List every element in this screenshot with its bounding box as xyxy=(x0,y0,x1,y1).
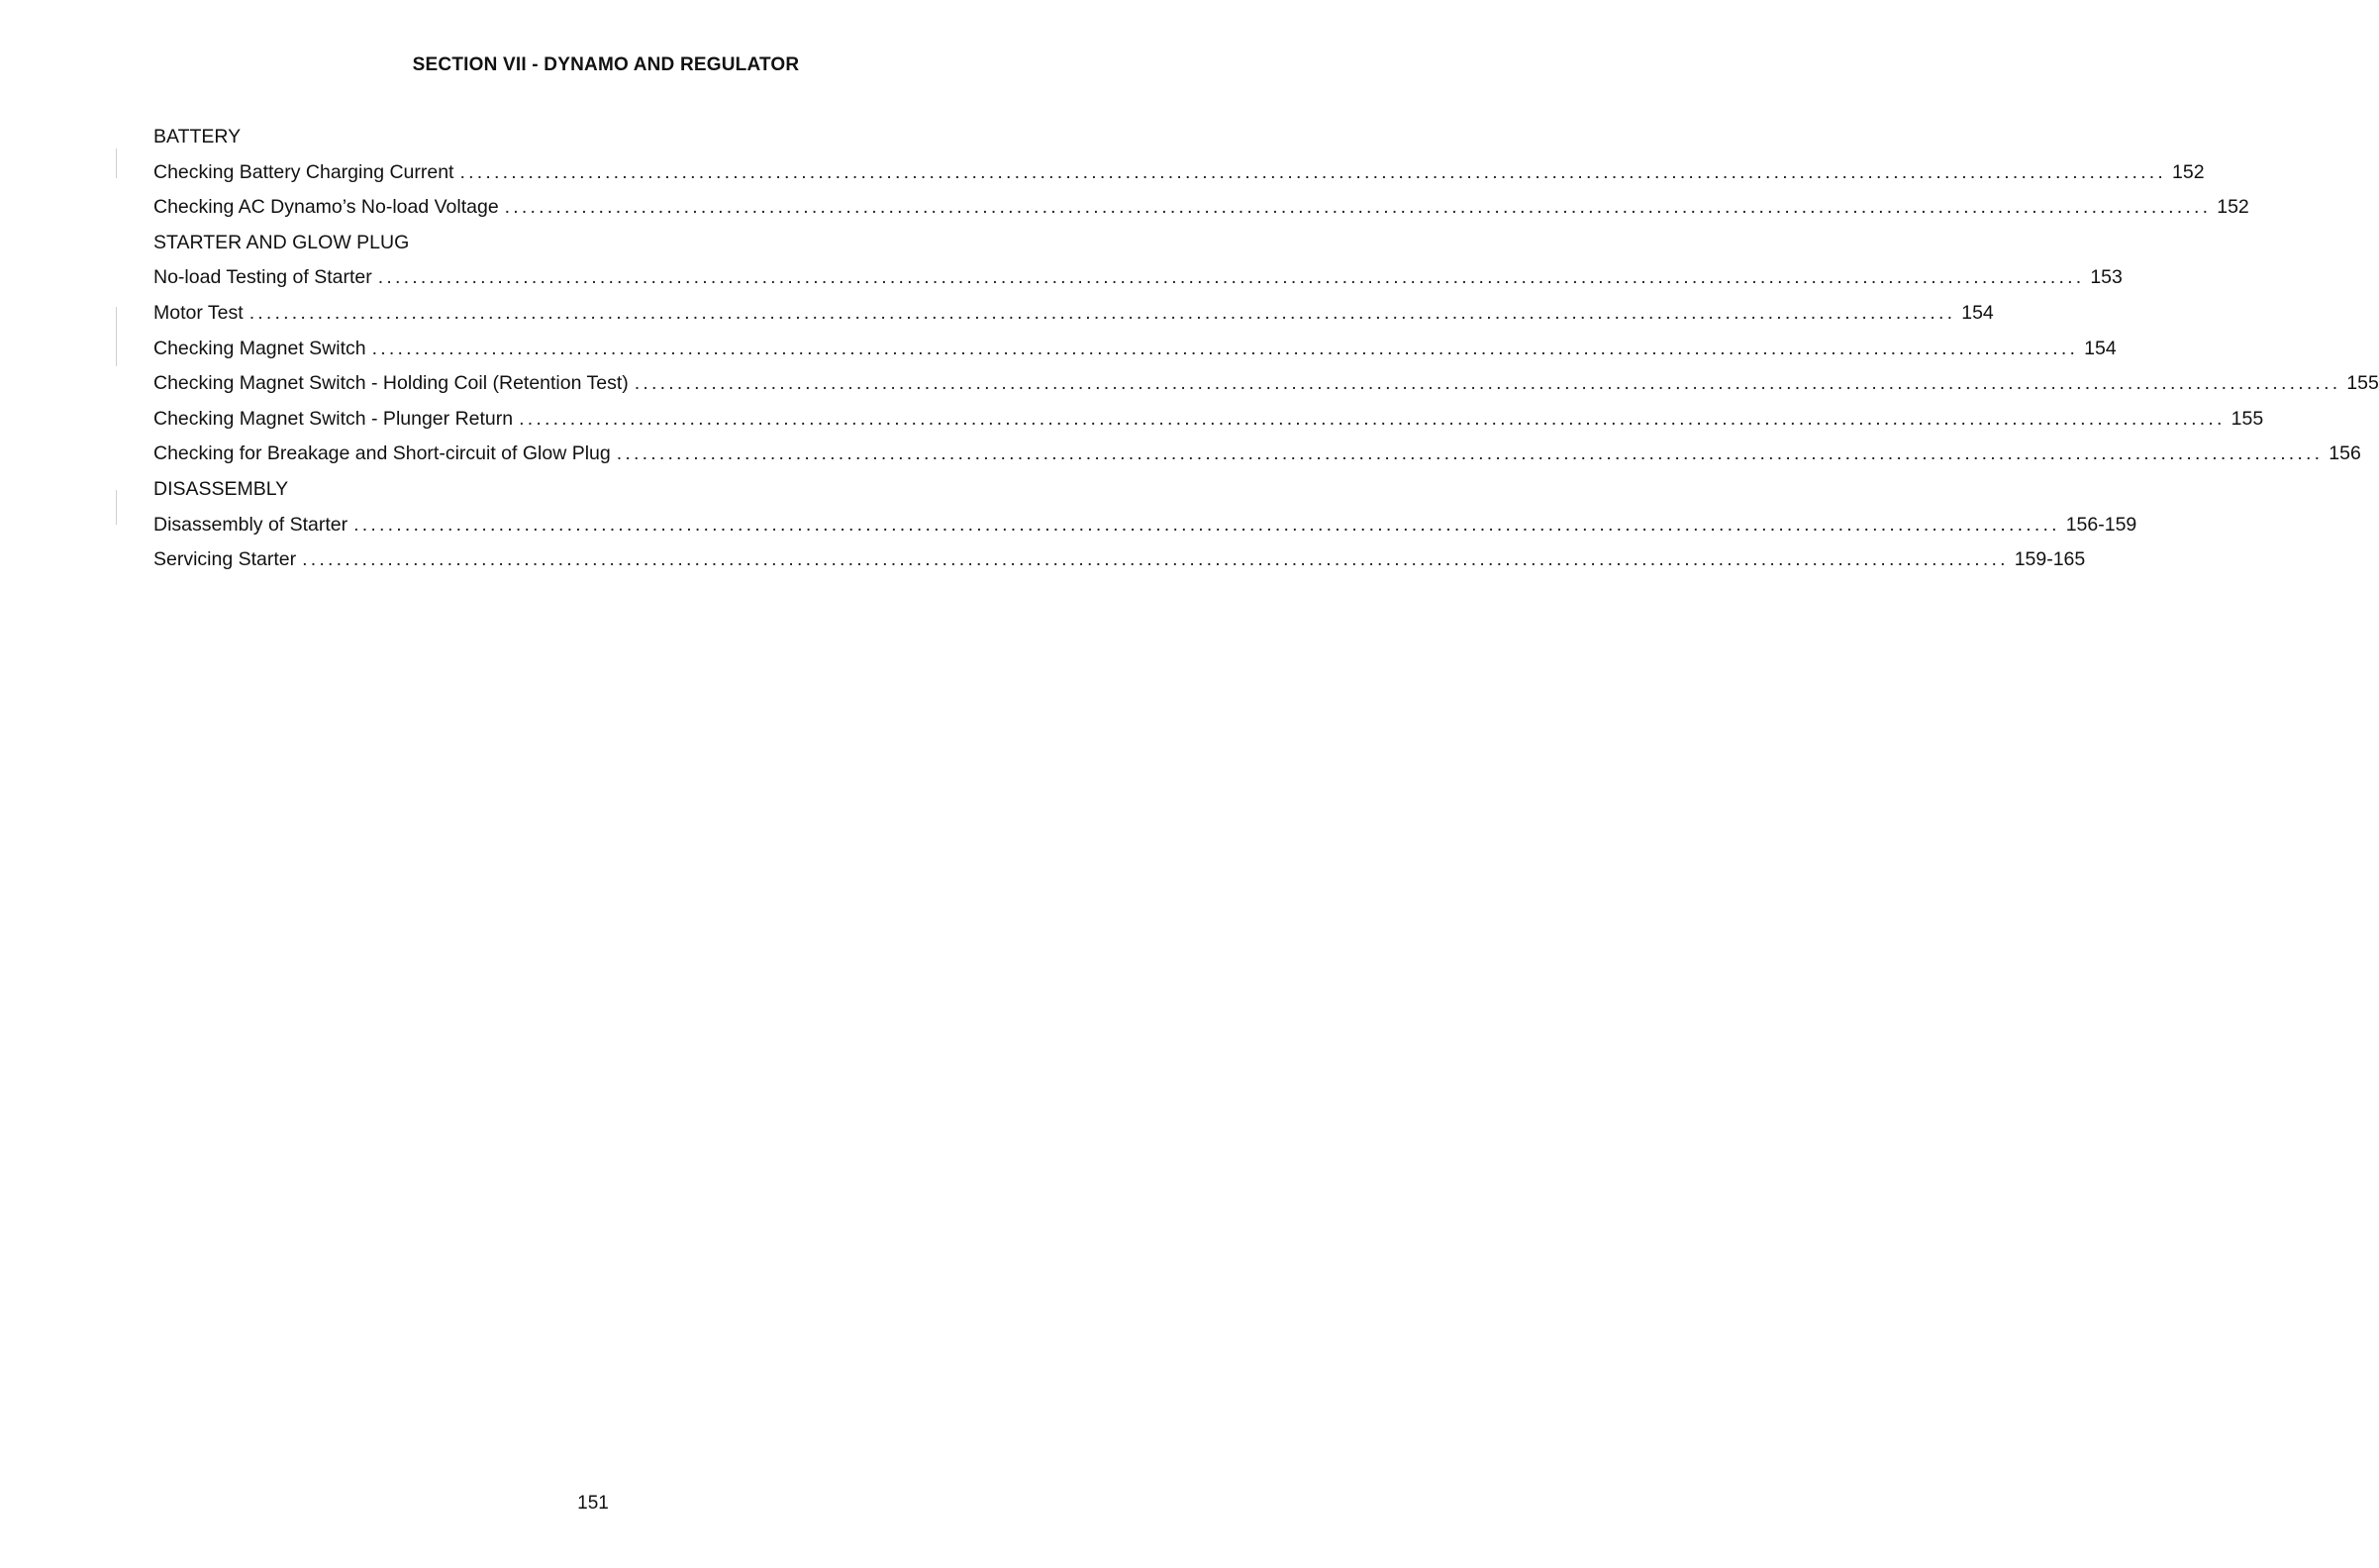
toc-entry xyxy=(153,508,2137,543)
toc-entry-label: Disassembly of Starter xyxy=(153,513,348,536)
toc-entry-label: Checking AC Dynamo’s No-load Voltage xyxy=(153,196,499,219)
page-number: 151 xyxy=(577,1493,609,1514)
scan-margin-mark xyxy=(116,307,117,366)
toc-entry xyxy=(153,437,2361,472)
dot-leader: ........................................................................................................................................................................................................ xyxy=(248,301,1956,324)
toc-entry-label: Motor Test xyxy=(153,301,244,324)
toc-entry-page: 152 xyxy=(2217,196,2249,219)
toc-entry-page: 154 xyxy=(1961,301,1994,324)
toc-entry xyxy=(153,542,2086,578)
toc-entry-label: Checking Battery Charging Current xyxy=(153,160,454,183)
toc-entry xyxy=(153,366,2379,402)
scan-margin-mark xyxy=(116,490,117,525)
scan-margin-mark xyxy=(116,148,117,178)
toc-heading-disassembly: DISASSEMBLY xyxy=(153,477,289,500)
dot-leader: ........................................................................................................................................................................................................ xyxy=(519,407,2226,430)
toc-entry-page: 156-159 xyxy=(2065,513,2137,536)
toc-entry xyxy=(153,190,2249,226)
toc-entry-page: 153 xyxy=(2090,266,2123,289)
toc-entry xyxy=(153,296,1994,332)
toc-entry xyxy=(153,332,2117,367)
toc-entry xyxy=(153,402,2264,438)
table-of-contents xyxy=(153,120,2379,578)
toc-entry-label: Checking for Breakage and Short-circuit of Glow Plug xyxy=(153,442,611,465)
section-title: SECTION VII - DYNAMO AND REGULATOR xyxy=(412,54,800,75)
toc-entry xyxy=(153,260,2123,296)
toc-entry-label: Checking Magnet Switch - Plunger Return xyxy=(153,407,514,430)
dot-leader: ........................................................................................................................................................................................................ xyxy=(504,196,2212,219)
toc-entry-page: 155 xyxy=(2230,407,2264,430)
toc-entry-label: No-load Testing of Starter xyxy=(153,266,372,289)
toc-entry-label: Checking Magnet Switch xyxy=(153,337,366,359)
toc-entry-page: 156 xyxy=(2329,442,2361,465)
dot-leader: ........................................................................................................................................................................................................ xyxy=(616,442,2324,465)
toc-entry-page: 155 xyxy=(2346,372,2379,395)
toc-entry-page: 152 xyxy=(2172,160,2205,183)
dot-leader: ........................................................................................................................................................................................................ xyxy=(353,513,2060,536)
dot-leader: ........................................................................................................................................................................................................ xyxy=(459,160,2167,183)
toc-entry-page: 159-165 xyxy=(2014,548,2086,571)
toc-entry-label: Servicing Starter xyxy=(153,548,297,571)
toc-entry-label: Checking Magnet Switch - Holding Coil (Retention Test) xyxy=(153,372,629,395)
toc-entry-page: 154 xyxy=(2084,337,2117,359)
dot-leader: ........................................................................................................................................................................................................ xyxy=(634,372,2341,395)
dot-leader: ........................................................................................................................................................................................................ xyxy=(302,548,2009,571)
dot-leader: ........................................................................................................................................................................................................ xyxy=(377,266,2085,289)
toc-heading-battery: BATTERY xyxy=(153,126,242,147)
toc-heading-starter: STARTER AND GLOW PLUG xyxy=(153,231,410,253)
dot-leader: ........................................................................................................................................................................................................ xyxy=(371,337,2079,359)
toc-entry xyxy=(153,155,2205,191)
